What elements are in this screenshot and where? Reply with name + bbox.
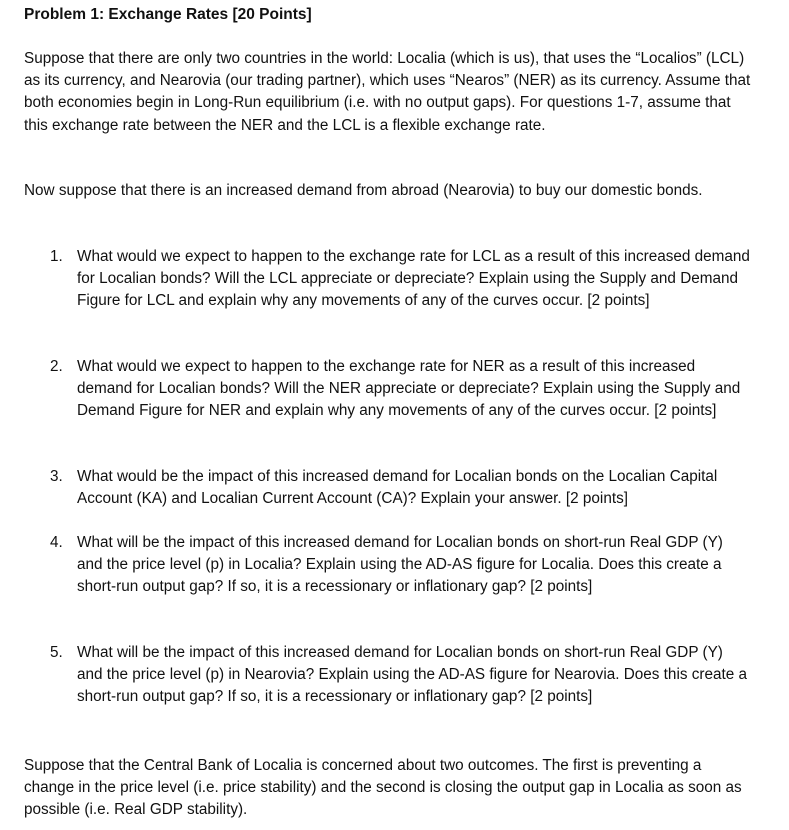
question-text: What will be the impact of this increased demand for Localian bonds on short-run Real GDP (Y) and the price level (p) in Nearovia? Explain using the AD-AS figure for Nearovia. Does this create a short-run output gap? If so, it is a recessionary or inflationary gap? [2 points] <box>77 644 748 706</box>
problem-title: Problem 1: Exchange Rates [20 Points] <box>24 6 312 23</box>
intro-paragraph: Suppose that there are only two countries in the world: Localia (which is us), that uses the “Localios” (LCL) as its currency, and Nearovia (our trading partner), which uses “Nearos” (NER) as its currency. Assume that both economies begin in Long-Run equilibrium (i.e. with no output gaps). For questions 1-7, assume that this exchange rate between the NER and the LCL is a flexible exchange rate. <box>24 50 751 134</box>
question-item <box>50 642 750 709</box>
question-item <box>50 466 750 510</box>
question-item <box>50 532 750 599</box>
scenario-paragraph: Now suppose that there is an increased demand from abroad (Nearovia) to buy our domestic bonds. <box>24 182 703 199</box>
question-number: 5. <box>50 644 63 661</box>
question-item <box>50 356 750 423</box>
question-text: What would we expect to happen to the exchange rate for LCL as a result of this increased demand for Localian bonds? Will the LCL appreciate or depreciate? Explain using the Supply and Demand Figure for LCL and explain why any movements of any of the curves occur. [2 points] <box>77 248 750 310</box>
closing-paragraph: Suppose that the Central Bank of Localia is concerned about two outcomes. The first is preventing a change in the price level (i.e. price stability) and the second is closing the output gap in Localia as soon as possible (i.e. Real GDP stability). <box>24 757 742 819</box>
question-number: 1. <box>50 248 63 265</box>
question-number: 3. <box>50 468 63 485</box>
question-number: 4. <box>50 534 63 551</box>
question-number: 2. <box>50 358 63 375</box>
question-text: What would we expect to happen to the exchange rate for NER as a result of this increased demand for Localian bonds? Will the NER appreciate or depreciate? Explain using the Supply and Demand Figure for NER and explain why any movements of any of the curves occur. [2 points] <box>77 358 741 420</box>
question-item <box>50 246 750 313</box>
question-text: What would be the impact of this increased demand for Localian bonds on the Localian Capital Account (KA) and Localian Current Account (CA)? Explain your answer. [2 points] <box>77 468 718 508</box>
question-text: What will be the impact of this increased demand for Localian bonds on short-run Real GDP (Y) and the price level (p) in Localia? Explain using the AD-AS figure for Localia. Does this create a short-run output gap? If so, it is a recessionary or inflationary gap? [2 points] <box>77 534 723 596</box>
